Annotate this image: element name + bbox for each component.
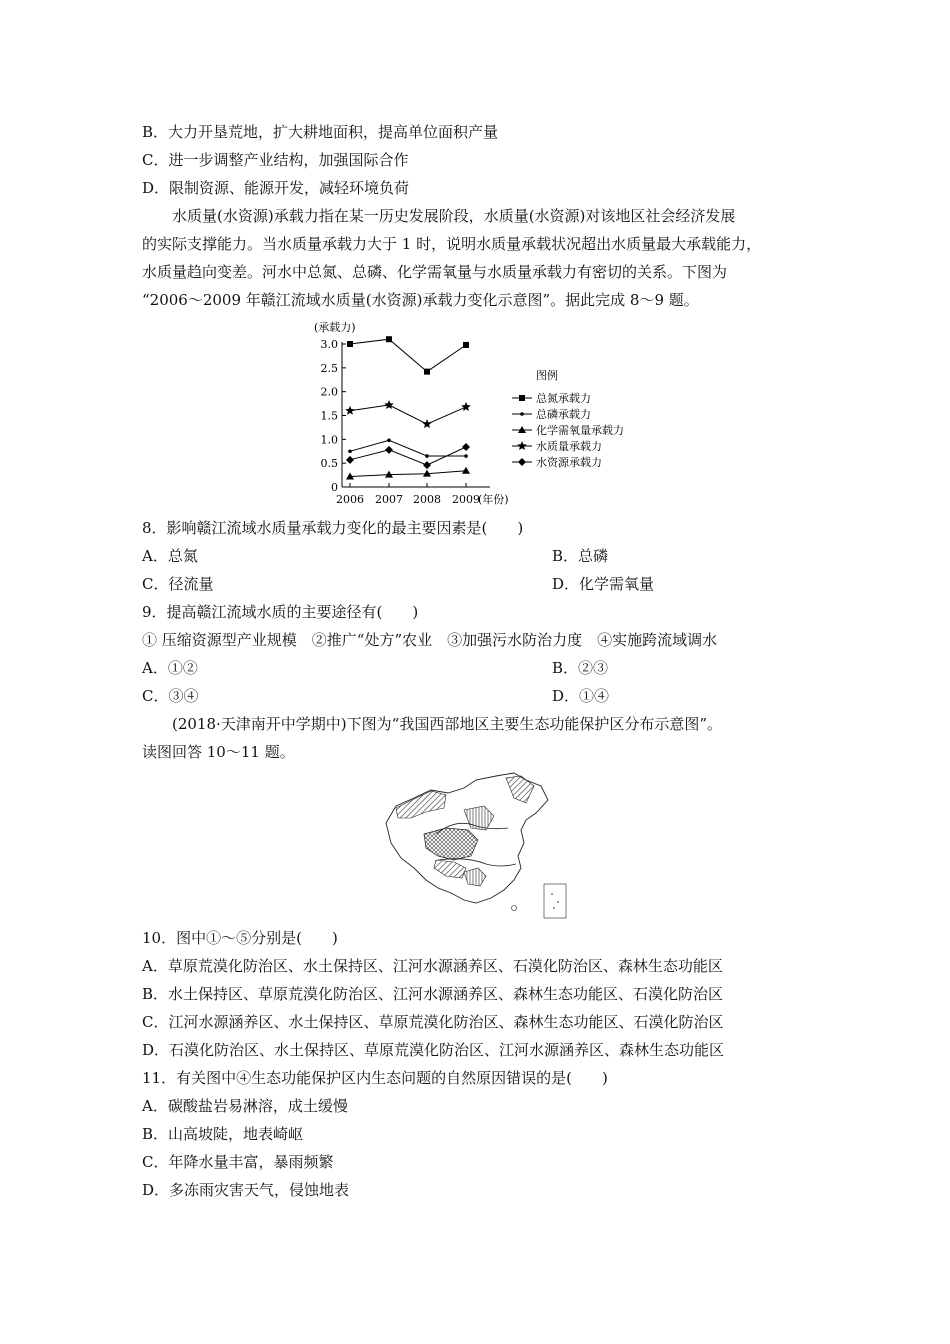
q9-options-row1	[142, 658, 609, 678]
passage-line-3: 水质量趋向变差。河水中总氮、总磷、化学需氧量与水质量承载力有密切的关系。下图为	[142, 263, 728, 281]
data-point-diamond	[385, 446, 393, 454]
data-point-diamond	[346, 456, 354, 464]
q9-option-c[interactable]: C．③④	[142, 687, 199, 705]
chart-series-lines	[350, 339, 466, 476]
passage-line-2: 的实际支撑能力。当水质量承载力大于 1 时，说明水质量承载状况超出水质量最大承载能力，	[142, 235, 762, 253]
carrying-capacity-chart	[300, 312, 660, 512]
q8-option-d[interactable]: D．化学需氧量	[552, 575, 655, 593]
island	[551, 893, 553, 895]
y-tick-label: 1.5	[320, 409, 338, 423]
data-point-diamond	[462, 443, 470, 451]
data-point-star	[461, 402, 471, 411]
intro2-line-1: (2018·天津南开中学期中)下图为“我国西部地区主要生态功能保护区分布示意图”。	[172, 715, 722, 733]
x-tick-label: 2007	[375, 493, 403, 506]
x-tick-label: 2008	[413, 493, 441, 506]
data-point-square	[424, 369, 430, 375]
q9-stem: 9．提高赣江流域水质的主要途径有( )	[142, 603, 419, 621]
q9-option-d[interactable]: D．①④	[552, 687, 610, 705]
hainan-island	[512, 906, 517, 911]
q7-option-d: D．限制资源、能源开发，减轻环境负荷	[142, 179, 410, 197]
y-tick-label: 1.0	[320, 433, 338, 447]
legend-title: 图例	[536, 369, 558, 382]
intro2-line-2: 读图回答 10～11 题。	[142, 743, 295, 761]
passage-line-1: 水质量(水资源)承载力指在某一历史发展阶段，水质量(水资源)对该地区社会经济发展	[172, 207, 736, 225]
passage-line-4: “2006～2009 年赣江流域水质量(水资源)承载力变化示意图”。据此完成 8～9 题。	[142, 291, 699, 309]
q10-option-d[interactable]: D．石漠化防治区、水土保持区、草原荒漠化防治区、江河水源涵养区、森林生态功能区	[142, 1041, 725, 1059]
legend-marker-diamond	[518, 458, 526, 466]
chart-ylabel: (承载力)	[314, 321, 356, 334]
y-tick-label: 3.0	[320, 338, 338, 351]
y-tick-label: 2.5	[320, 361, 338, 375]
q9-items: ① 压缩资源型产业规模 ②推广“处方”农业 ③加强污水防治力度 ④实施跨流域调水	[142, 631, 718, 649]
data-point-diamond	[423, 461, 431, 469]
q10-option-b[interactable]: B．水土保持区、草原荒漠化防治区、江河水源涵养区、森林生态功能区、石漠化防治区	[142, 985, 724, 1003]
legend-label: 总磷承载力	[536, 408, 591, 421]
q11-option-d[interactable]: D．多冻雨灾害天气，侵蚀地表	[142, 1181, 350, 1199]
q11-option-a[interactable]: A．碳酸盐岩易淋溶，成土缓慢	[142, 1097, 348, 1115]
q7-option-c: C．进一步调整产业结构，加强国际合作	[142, 151, 409, 169]
y-tick-label: 2.0	[320, 385, 338, 399]
q11-option-b[interactable]: B．山高坡陡，地表崎岖	[142, 1125, 304, 1143]
legend-marker-dot	[520, 412, 524, 416]
legend-marker-star	[517, 441, 527, 450]
series-line-dot	[350, 440, 466, 456]
legend-label: 水质量承载力	[536, 440, 602, 453]
chart-xlabel: (年份)	[478, 493, 509, 506]
q11-stem: 11．有关图中④生态功能保护区内生态问题的自然原因错误的是( )	[142, 1069, 608, 1087]
q7-option-b: B．大力开垦荒地，扩大耕地面积，提高单位面积产量	[142, 123, 499, 141]
data-point-triangle	[462, 467, 470, 474]
data-point-star	[422, 419, 432, 428]
chart-x-ticks	[336, 483, 480, 506]
legend-label: 化学需氧量承载力	[536, 424, 624, 437]
x-tick-label: 2009	[452, 493, 480, 506]
chart-series-markers	[345, 336, 471, 479]
series-line-triangle	[350, 471, 466, 477]
data-point-dot	[387, 438, 391, 442]
data-point-square	[463, 342, 469, 348]
q9-options-row2	[142, 686, 610, 706]
eco-zone-forest	[434, 860, 466, 878]
data-point-star	[345, 406, 355, 415]
q11-option-c[interactable]: C．年降水量丰富，暴雨频繁	[142, 1153, 334, 1171]
chart-legend	[512, 391, 624, 469]
y-tick-label: 0.5	[320, 457, 338, 471]
data-point-dot	[464, 454, 468, 458]
western-china-eco-zone-map	[376, 768, 576, 923]
data-point-dot	[348, 449, 352, 453]
q8-options-row2	[142, 574, 655, 594]
series-line-star	[350, 405, 466, 424]
data-point-square	[347, 341, 353, 347]
legend-label: 总氮承载力	[536, 392, 591, 405]
data-point-star	[384, 400, 394, 409]
series-line-square	[350, 339, 466, 371]
south-sea-inset	[544, 884, 566, 918]
x-tick-label: 2006	[336, 493, 364, 506]
q8-option-c[interactable]: C．径流量	[142, 575, 214, 593]
q10-option-c[interactable]: C．江河水源涵养区、水土保持区、草原荒漠化防治区、森林生态功能区、石漠化防治区	[142, 1013, 724, 1031]
q10-option-a[interactable]: A．草原荒漠化防治区、水土保持区、江河水源涵养区、石漠化防治区、森林生态功能区	[142, 957, 723, 975]
q8-option-b[interactable]: B．总磷	[552, 547, 609, 565]
legend-marker-square	[519, 395, 525, 401]
q8-options-row1	[142, 546, 609, 566]
legend-label: 水资源承载力	[536, 456, 602, 469]
data-point-square	[386, 336, 392, 342]
island	[557, 901, 559, 903]
q8-stem: 8．影响赣江流域水质量承载力变化的最主要因素是( )	[142, 519, 524, 537]
island	[553, 907, 555, 909]
data-point-dot	[425, 454, 429, 458]
eco-zone-water-source	[424, 828, 478, 860]
q10-stem: 10．图中①～⑤分别是( )	[142, 929, 338, 947]
q8-option-a[interactable]: A．总氮	[142, 547, 198, 565]
eco-zone-northeast	[506, 776, 534, 803]
y-tick-label: 0	[331, 481, 338, 494]
q9-option-a[interactable]: A．①②	[142, 659, 198, 677]
eco-zone-karst	[464, 868, 486, 886]
q9-option-b[interactable]: B．②③	[552, 659, 609, 677]
